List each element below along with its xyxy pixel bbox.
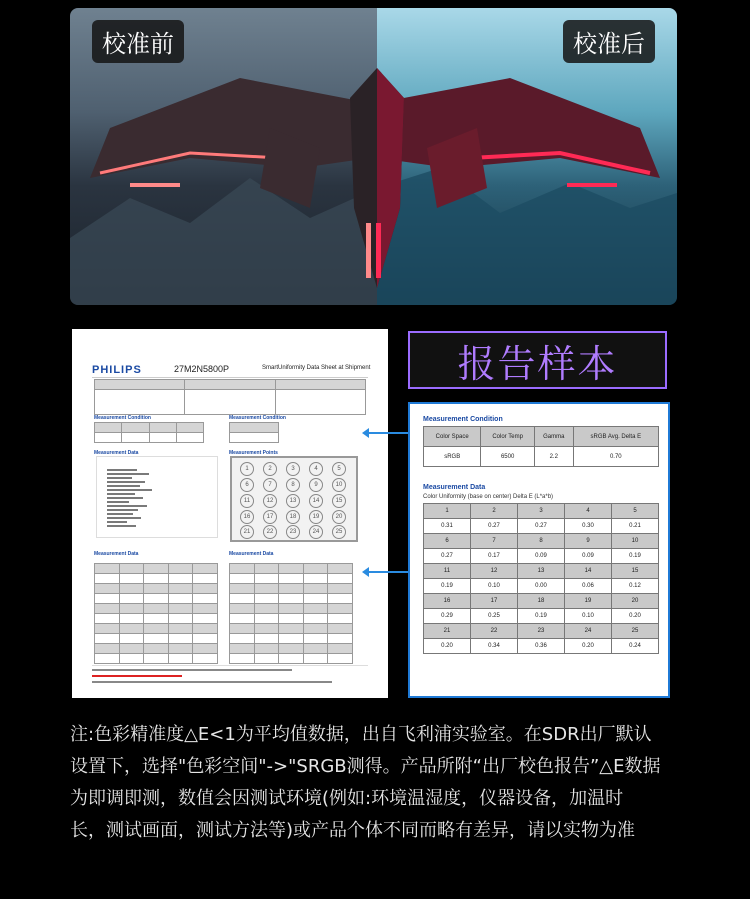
delta-e-cell: 0.20 (565, 639, 612, 654)
point-label: 16 (240, 510, 254, 524)
point-number-cell: 8 (518, 534, 565, 549)
point-label: 3 (286, 462, 300, 476)
point-number-cell: 1 (424, 504, 471, 519)
point-number-cell: 21 (424, 624, 471, 639)
calibration-comparison-image (70, 8, 677, 305)
point-label: 6 (240, 478, 254, 492)
point-number-cell: 17 (471, 594, 518, 609)
condition-value-gamma: 2.2 (534, 447, 573, 467)
condition-header-color-space: Color Space (424, 427, 481, 447)
disclaimer-line: 为即调即测，数值会因测试环境(例如:环境温湿度，仪器设备，加温时 (70, 788, 624, 809)
table-row (424, 519, 659, 534)
condition-header-color-temp: Color Temp (481, 427, 534, 447)
delta-e-cell: 0.30 (565, 519, 612, 534)
delta-e-cell: 0.06 (565, 579, 612, 594)
point-number-cell: 13 (518, 564, 565, 579)
point-label: 12 (263, 494, 277, 508)
report-sample-title-box (408, 331, 667, 389)
divider (92, 377, 368, 378)
disclaimer-line: 长，测试画面，测试方法等)或产品个体不同而略有差异，请以实物为准 (70, 820, 636, 841)
point-number-cell: 11 (424, 564, 471, 579)
point-number-cell: 24 (565, 624, 612, 639)
condition-header-gamma: Gamma (534, 427, 573, 447)
before-calibration-label: 校准前 (92, 20, 184, 63)
delta-e-cell: 0.10 (565, 609, 612, 624)
point-label: 2 (263, 462, 277, 476)
disclaimer-line: 设置下，选择"色彩空间"->"SRGB测得。产品所附“出厂校色报告”△E数据 (70, 756, 661, 777)
zoom-uniformity-table (423, 503, 659, 654)
table-row (424, 504, 659, 519)
footer-divider (92, 665, 368, 666)
point-number-cell: 2 (471, 504, 518, 519)
report-sample-title: 报告样本 (457, 341, 618, 386)
point-number-cell: 3 (518, 504, 565, 519)
point-number-cell: 15 (612, 564, 659, 579)
delta-e-cell: 0.19 (424, 579, 471, 594)
point-label: 1 (240, 462, 254, 476)
delta-e-cell: 0.09 (565, 549, 612, 564)
point-label: 23 (286, 525, 300, 539)
mini-color-uniformity-table (94, 563, 218, 664)
point-label: 22 (263, 525, 277, 539)
point-label: 17 (263, 510, 277, 524)
point-label: 5 (332, 462, 346, 476)
point-label: 19 (309, 510, 323, 524)
point-number-cell: 7 (471, 534, 518, 549)
footer-text-line (92, 681, 332, 683)
delta-e-cell: 0.19 (612, 549, 659, 564)
header-info-table (94, 379, 366, 415)
condition-value-color-temp: 6500 (481, 447, 534, 467)
point-label: 13 (286, 494, 300, 508)
point-number-cell: 20 (612, 594, 659, 609)
delta-e-cell: 0.10 (471, 579, 518, 594)
mini-data-heading-3: Measurement Data (229, 551, 274, 557)
point-label: 25 (332, 525, 346, 539)
mini-data-heading-2: Measurement Data (94, 551, 139, 557)
mini-condition-table (94, 422, 204, 443)
mini-measurement-points (230, 456, 358, 542)
point-number-cell: 12 (471, 564, 518, 579)
point-label: 21 (240, 525, 254, 539)
table-row (424, 579, 659, 594)
point-label: 18 (286, 510, 300, 524)
delta-e-cell: 0.21 (612, 519, 659, 534)
delta-e-cell: 0.09 (518, 549, 565, 564)
sheet-title: SmartUniformity Data Sheet at Shipment (262, 365, 371, 371)
point-number-cell: 6 (424, 534, 471, 549)
point-label: 15 (332, 494, 346, 508)
point-number-cell: 14 (565, 564, 612, 579)
delta-e-cell: 0.12 (612, 579, 659, 594)
delta-e-cell: 0.19 (518, 609, 565, 624)
point-label: 4 (309, 462, 323, 476)
delta-e-cell: 0.00 (518, 579, 565, 594)
delta-e-cell: 0.24 (612, 639, 659, 654)
delta-e-cell: 0.20 (424, 639, 471, 654)
mini-uniformity-chart (96, 456, 218, 538)
point-label: 24 (309, 525, 323, 539)
table-row (424, 549, 659, 564)
point-label: 20 (332, 510, 346, 524)
report-zoom-panel (408, 402, 670, 698)
delta-e-cell: 0.31 (424, 519, 471, 534)
philips-logo: PHILIPS (92, 364, 142, 376)
point-number-cell: 25 (612, 624, 659, 639)
table-row (424, 534, 659, 549)
delta-e-cell: 0.27 (471, 519, 518, 534)
table-row (424, 639, 659, 654)
mini-condition-table-2 (229, 422, 279, 443)
table-row (424, 564, 659, 579)
condition-value-delta-e: 0.70 (573, 447, 658, 467)
point-number-cell: 10 (612, 534, 659, 549)
footer-text-line-red (92, 675, 182, 677)
point-number-cell: 9 (565, 534, 612, 549)
point-number-cell: 19 (565, 594, 612, 609)
point-number-cell: 5 (612, 504, 659, 519)
delta-e-cell: 0.36 (518, 639, 565, 654)
zoom-condition-table (423, 426, 659, 467)
point-label: 11 (240, 494, 254, 508)
point-label: 7 (263, 478, 277, 492)
mini-condition-heading: Measurement Condition (94, 415, 151, 421)
after-calibration-label: 校准后 (563, 20, 655, 63)
delta-e-cell: 0.25 (471, 609, 518, 624)
zoom-data-subheading: Color Uniformity (base on center) Delta E (L*a*b) (423, 494, 554, 500)
report-sheet-preview (72, 329, 388, 698)
point-number-cell: 23 (518, 624, 565, 639)
disclaimer-line: 注:色彩精准度△E<1为平均值数据，出自飞利浦实验室。在SDR出厂默认 (70, 724, 652, 745)
point-number-cell: 22 (471, 624, 518, 639)
point-label: 10 (332, 478, 346, 492)
condition-header-delta-e: sRGB Avg. Delta E (573, 427, 658, 447)
delta-e-cell: 0.34 (471, 639, 518, 654)
delta-e-cell: 0.27 (424, 549, 471, 564)
zoom-condition-heading: Measurement Condition (423, 416, 503, 423)
point-number-cell: 18 (518, 594, 565, 609)
mini-brightness-table (229, 563, 353, 664)
table-row (424, 594, 659, 609)
model-number: 27M2N5800P (174, 364, 230, 374)
point-number-cell: 4 (565, 504, 612, 519)
point-label: 9 (309, 478, 323, 492)
zoom-data-heading: Measurement Data (423, 484, 486, 491)
mini-data-heading: Measurement Data (94, 450, 139, 456)
table-row (424, 624, 659, 639)
mini-points-heading: Measurement Points (229, 450, 278, 456)
table-row (424, 609, 659, 624)
point-label: 14 (309, 494, 323, 508)
delta-e-cell: 0.27 (518, 519, 565, 534)
disclaimer-note (70, 719, 680, 847)
footer-text-line (92, 669, 292, 671)
delta-e-cell: 0.17 (471, 549, 518, 564)
mini-condition-heading-2: Measurement Condition (229, 415, 286, 421)
delta-e-cell: 0.20 (612, 609, 659, 624)
condition-value-color-space: sRGB (424, 447, 481, 467)
delta-e-cell: 0.29 (424, 609, 471, 624)
point-label: 8 (286, 478, 300, 492)
point-number-cell: 16 (424, 594, 471, 609)
